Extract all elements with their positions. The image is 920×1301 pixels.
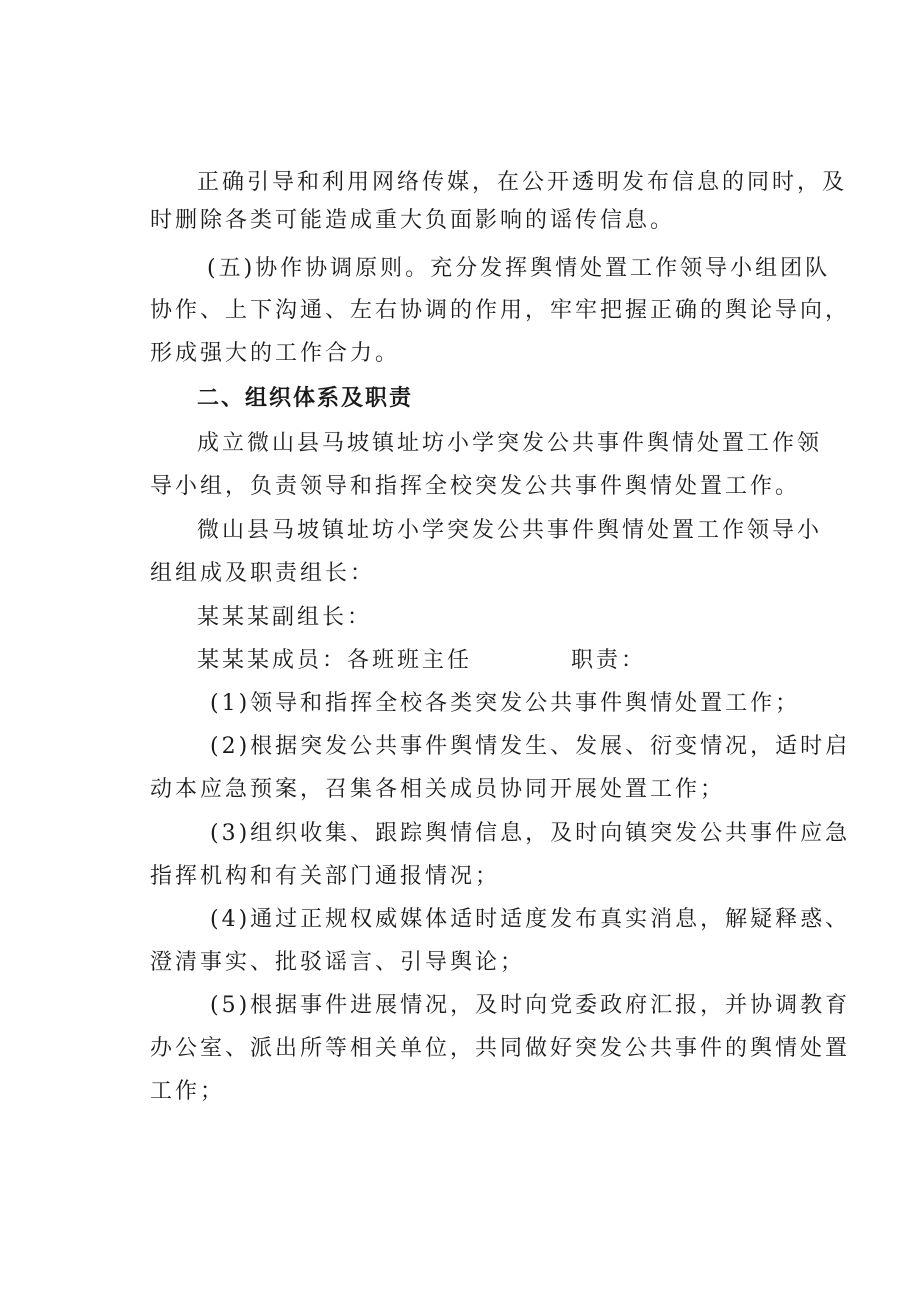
list-item-line: (3)组织收集、跟踪舆情信息，及时向镇突发公共事件应急 [210,821,851,846]
list-item-line: 指挥机构和有关部门通报情况； [150,864,501,889]
paragraph-line: 组组成及职责组长： [150,561,376,586]
section-heading: 二、组织体系及职责 [197,386,414,411]
paragraph-line: 形成强大的工作合力。 [150,341,401,366]
list-item-line: (2)根据突发公共事件舆情发生、发展、衍变情况，适时启 [210,734,851,759]
paragraph-line: (五)协作协调原则。充分发挥舆情处置工作领导小组团队 [207,256,831,281]
paragraph-line: 某某某成员：各班班主任 [197,648,473,673]
list-item-line: 工作； [150,1079,226,1104]
paragraph-line: 成立微山县马坡镇址坊小学突发公共事件舆情处置工作领 [197,431,823,456]
paragraph-line: 协作、上下沟通、左右协调的作用，牢牢把握正确的舆论导向， [150,298,851,323]
paragraph-line: 正确引导和利用网络传媒，在公开透明发布信息的同时，及 [197,170,848,195]
list-item-line: 办公室、派出所等相关单位，共同做好突发公共事件的舆情处置 [150,1036,851,1061]
paragraph-line: 某某某副组长： [197,605,373,630]
paragraph-line: 导小组，负责领导和指挥全校突发公共事件舆情处置工作。 [150,474,801,499]
list-item-line: 动本应急预案，召集各相关成员协同开展处置工作； [150,777,726,802]
paragraph-line: 微山县马坡镇址坊小学突发公共事件舆情处置工作领导小 [197,518,823,543]
list-item-line: (5)根据事件进展情况，及时向党委政府汇报，并协调教育 [210,993,851,1018]
list-item-line: 澄清事实、批驳谣言、引导舆论； [150,950,526,975]
duties-label: 职责： [571,648,647,673]
list-item-line: (1)领导和指挥全校各类突发公共事件舆情处置工作； [210,691,801,716]
paragraph-line: 时删除各类可能造成重大负面影响的谣传信息。 [150,208,676,233]
list-item-line: (4)通过正规权威媒体适时适度发布真实消息，解疑释惑、 [210,907,851,932]
